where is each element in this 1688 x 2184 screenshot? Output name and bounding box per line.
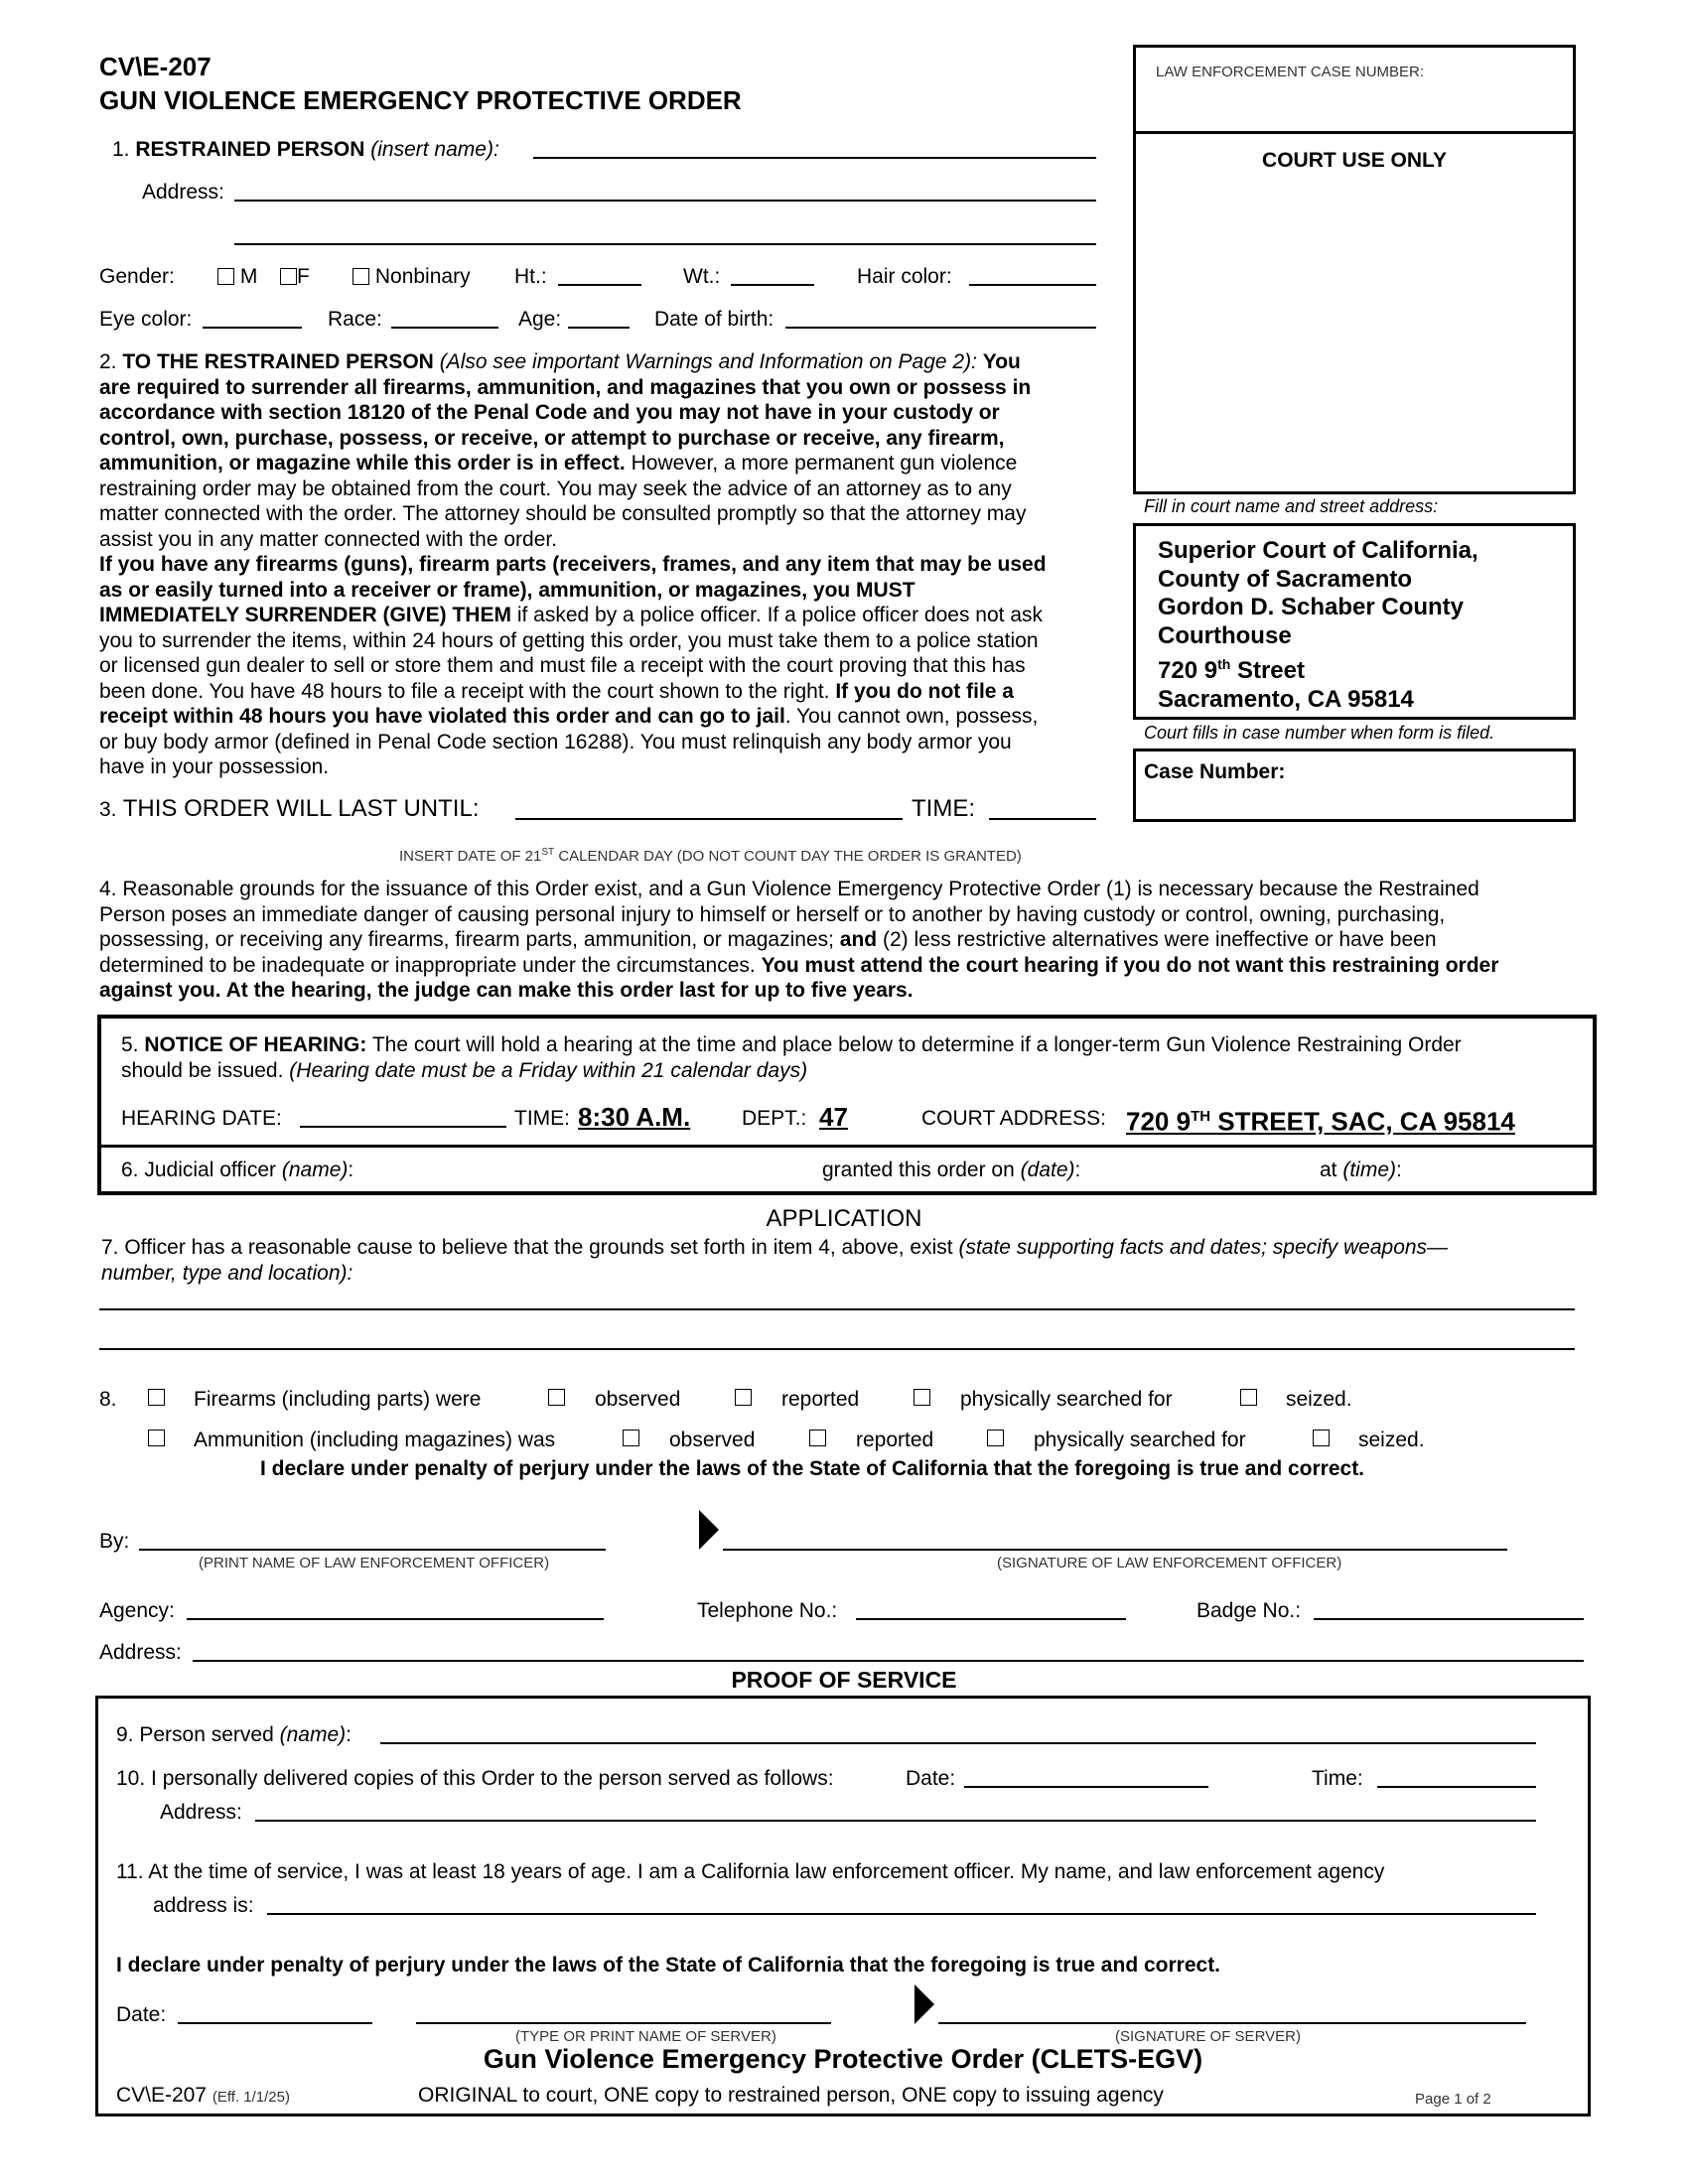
- hair-line[interactable]: [969, 284, 1096, 286]
- item6-colon2: :: [1074, 1159, 1081, 1181]
- item2-line: you to surrender the items, within 24 hours of getting this order, you must take them to a police station: [99, 628, 1039, 652]
- court-address-line-3: Gordon D. Schaber County: [1158, 594, 1465, 620]
- gender-option-f[interactable]: [280, 264, 310, 289]
- checkbox[interactable]: [809, 1430, 826, 1446]
- item8-num: 8.: [99, 1388, 117, 1411]
- court-address-value-sup: TH: [1191, 1108, 1211, 1125]
- hearing-date-line[interactable]: [300, 1126, 506, 1128]
- footer-page: Page 1 of 2: [1415, 2091, 1491, 2108]
- item6-time-italic: (time): [1342, 1159, 1397, 1181]
- item6-date-italic: (date): [1020, 1159, 1075, 1181]
- proof-date-line[interactable]: [178, 2022, 372, 2024]
- item2-line: IMMEDIATELY SURRENDER (GIVE) THEM if asked by a police officer. If a police officer does not ask: [99, 604, 1044, 626]
- hair-label: Hair color:: [857, 265, 952, 288]
- footer-eff-date: (Eff. 1/1/25): [211, 2089, 290, 2106]
- item2-line: or licensed gun dealer to sell or store them and must file a receipt with the court proving that this has: [99, 654, 1026, 677]
- ammo-observed-label: observed: [669, 1429, 756, 1451]
- checkbox[interactable]: [623, 1430, 639, 1446]
- firearms-observed[interactable]: [548, 1385, 565, 1410]
- case-number-box[interactable]: [1133, 749, 1576, 822]
- item4-line: possessing, or receiving any firearms, firearm parts, ammunition, or magazines; and (2) less restrictive alternatives were ineffective or have been: [99, 928, 1437, 951]
- item9-text: 9. Person served: [116, 1723, 274, 1746]
- ammo-reported-label: reported: [856, 1429, 934, 1451]
- item2-line: been done. You have 48 hours to file a receipt with the court shown to the right. If you do not file a: [99, 679, 1014, 703]
- court-address-line-5: [1158, 650, 1478, 686]
- court-use-only-label: COURT USE ONLY: [1262, 149, 1447, 172]
- weight-line[interactable]: [731, 284, 814, 286]
- footer-form-number: CV\E-207: [116, 2084, 208, 2107]
- age-line[interactable]: [568, 327, 630, 329]
- agency-label: Agency:: [99, 1599, 175, 1622]
- item4-paragraph: [99, 877, 1589, 1004]
- court-street-word: Street: [1236, 657, 1305, 684]
- item7-answer-line-2[interactable]: [99, 1348, 1575, 1350]
- checkbox[interactable]: [1240, 1389, 1257, 1406]
- checkbox[interactable]: [280, 268, 297, 285]
- item3-note-pre: INSERT DATE OF 21: [399, 848, 542, 865]
- item1-address-label: Address:: [142, 181, 224, 204]
- officer-print-name-caption: (PRINT NAME OF LAW ENFORCEMENT OFFICER): [199, 1555, 550, 1571]
- item5-plain: should be issued.: [121, 1059, 290, 1082]
- ammo-observed[interactable]: [623, 1426, 639, 1450]
- hearing-date-label: HEARING DATE:: [121, 1107, 282, 1130]
- item5-6-divider: [101, 1145, 1593, 1148]
- race-label: Race:: [328, 308, 382, 331]
- court-address-line-1: Superior Court of California,: [1158, 537, 1478, 564]
- checkbox[interactable]: [1313, 1430, 1330, 1446]
- item5-bold: NOTICE OF HEARING:: [144, 1033, 367, 1056]
- item3-time-label: TIME:: [912, 795, 975, 822]
- court-address-box: [1133, 523, 1576, 720]
- case-fill-note: Court fills in case number when form is filed.: [1144, 723, 1495, 743]
- ammo-searched[interactable]: [987, 1426, 1004, 1450]
- item5-italic: (Hearing date must be a Friday within 21 calendar days): [289, 1059, 808, 1082]
- item9-label: 9. Person served (name):: [116, 1723, 352, 1746]
- court-address-value-pre: 720 9: [1126, 1106, 1192, 1137]
- footer-title: Gun Violence Emergency Protective Order (CLETS-EGV): [483, 2044, 1203, 2074]
- race-line[interactable]: [391, 327, 498, 329]
- firearms-reported[interactable]: [735, 1385, 752, 1410]
- by-label: By:: [99, 1530, 130, 1553]
- application-declaration: I declare under penalty of perjury under the laws of the State of California that the foregoing is true and correct.: [260, 1457, 1365, 1480]
- checkbox[interactable]: [352, 268, 369, 285]
- proof-heading: PROOF OF SERVICE: [731, 1667, 957, 1693]
- item2-line: assist you in any matter connected with the order.: [99, 527, 558, 551]
- proof-of-service-box: [95, 1696, 1591, 2116]
- item5-line1: [121, 1032, 1462, 1057]
- firearms-label: Firearms (including parts) were: [194, 1388, 482, 1411]
- server-signature-arrow-icon: [914, 1984, 934, 2024]
- checkbox[interactable]: [914, 1389, 930, 1406]
- ammo-searched-label: physically searched for: [1034, 1429, 1246, 1451]
- badge-line[interactable]: [1314, 1618, 1584, 1620]
- item2-paragraph: [99, 349, 1122, 780]
- item6-at: [1320, 1158, 1402, 1182]
- weight-label: Wt.:: [683, 265, 721, 288]
- height-label: Ht.:: [514, 265, 547, 288]
- ammo-seized-label: seized.: [1358, 1429, 1425, 1451]
- item9-italic: (name): [279, 1723, 347, 1746]
- item2-line: If you have any firearms (guns), firearm parts (receivers, frames, and any item that may be used: [99, 553, 1047, 576]
- item2-line: restraining order may be obtained from the court. You may seek the advice of an attorney as to any: [99, 477, 1012, 500]
- form-number: CV\E-207: [99, 52, 211, 81]
- court-address-value: [1126, 1102, 1515, 1137]
- proof-date-label: Date:: [116, 2003, 167, 2026]
- firearms-row: [148, 1385, 165, 1410]
- item10-address-label: Address:: [160, 1801, 242, 1824]
- gender-m-label: M: [239, 265, 258, 288]
- dept-value: 47: [819, 1102, 848, 1132]
- item6-at-label: at: [1320, 1159, 1337, 1181]
- person-served-line[interactable]: [380, 1742, 1536, 1744]
- item10-time-label: Time:: [1312, 1767, 1363, 1790]
- fill-court-note: Fill in court name and street address:: [1144, 496, 1439, 516]
- item2-line: control, own, purchase, possess, or receive, or attempt to purchase or receive, any firearm,: [99, 426, 1005, 450]
- officer-agency-address-line[interactable]: [267, 1913, 1536, 1915]
- ammo-seized[interactable]: [1313, 1426, 1330, 1450]
- firearms-seized[interactable]: [1240, 1385, 1257, 1410]
- item2-line: accordance with section 18120 of the Penal Code and you may not have in your custody or: [99, 401, 1000, 424]
- item2-line: have in your possession.: [99, 755, 330, 778]
- server-signature-caption: (SIGNATURE OF SERVER): [1115, 2028, 1301, 2045]
- item1-italic: (insert name):: [370, 138, 499, 161]
- hearing-time-label: TIME:: [514, 1107, 570, 1130]
- court-street-sup: th: [1217, 656, 1231, 672]
- court-address-line-2: County of Sacramento: [1158, 565, 1413, 593]
- checkbox[interactable]: [735, 1389, 752, 1406]
- item7-line2: number, type and location):: [101, 1262, 353, 1285]
- checkbox[interactable]: [987, 1430, 1004, 1446]
- item11-line1: 11. At the time of service, I was at least 18 years of age. I am a California law enforcement officer. My name, and law enforcement agency: [116, 1860, 1385, 1883]
- gender-f-label: F: [297, 265, 310, 288]
- firearms-observed-label: observed: [595, 1388, 681, 1411]
- item5-rest: The court will hold a hearing at the time and place below to determine if a longer-term Gun Violence Restraining Order: [366, 1033, 1462, 1056]
- item3-text: THIS ORDER WILL LAST UNTIL:: [122, 795, 480, 822]
- firearms-checkbox[interactable]: [148, 1389, 165, 1406]
- item7-text: 7. Officer has a reasonable cause to believe that the grounds set forth in item 4, above, exist: [101, 1236, 959, 1259]
- dob-label: Date of birth:: [654, 308, 774, 331]
- court-address-line-4: Courthouse: [1158, 621, 1292, 649]
- item6-colon3: :: [1396, 1159, 1402, 1181]
- item2-line: as or easily turned into a receiver or frame), ammunition, or magazines, you MUST: [99, 578, 915, 602]
- item2-line: receipt within 48 hours you have violated this order and can go to jail. You cannot own, possess,: [99, 705, 1039, 728]
- restrained-name-line[interactable]: [533, 157, 1096, 159]
- telephone-line[interactable]: [856, 1618, 1126, 1620]
- ammunition-checkbox[interactable]: [148, 1430, 165, 1446]
- item4-line: against you. At the hearing, the judge can make this order last for up to five years.: [99, 979, 914, 1002]
- ammunition-row: [148, 1426, 165, 1450]
- dob-line[interactable]: [785, 327, 1096, 329]
- badge-label: Badge No.:: [1196, 1599, 1302, 1622]
- age-label: Age:: [518, 308, 562, 331]
- item6-label: 6. Judicial officer: [121, 1159, 277, 1181]
- le-case-number-box[interactable]: [1133, 45, 1576, 134]
- item5-num: 5.: [121, 1033, 139, 1056]
- item3-note-sup: ST: [541, 847, 555, 858]
- item4-line: determined to be inadequate or inappropriate under the circumstances. You must attend the court hearing if you do not want this restraining order: [99, 953, 1499, 977]
- item3-label: [99, 795, 479, 824]
- hearing-time-value: 8:30 A.M.: [578, 1102, 691, 1132]
- service-address-line[interactable]: [255, 1820, 1536, 1822]
- item3-note-post: CALENDAR DAY (DO NOT COUNT DAY THE ORDER IS GRANTED): [554, 848, 1022, 865]
- court-address-value-post: STREET, SAC, CA 95814: [1210, 1106, 1515, 1137]
- ammunition-label: Ammunition (including magazines) was: [194, 1429, 556, 1451]
- item1-num: 1.: [112, 138, 130, 161]
- item3-num: 3.: [99, 798, 117, 821]
- firearms-seized-label: seized.: [1286, 1388, 1352, 1411]
- officer-address-line[interactable]: [193, 1660, 1584, 1662]
- footer-form-id: [116, 2083, 290, 2110]
- item2-line: or buy body armor (defined in Penal Code section 16288). You must relinquish any body armor you: [99, 730, 1012, 753]
- item11-line2: address is:: [153, 1894, 254, 1917]
- gender-label: Gender:: [99, 265, 175, 288]
- item7-line1: [101, 1235, 1448, 1260]
- dept-label: DEPT.:: [742, 1107, 807, 1130]
- item6-colon: :: [348, 1159, 354, 1181]
- item4-line: 4. Reasonable grounds for the issuance of this Order exist, and a Gun Violence Emergency Protective Order (1) is necessary because the Restrained: [99, 878, 1479, 900]
- item3-note: [399, 840, 1022, 869]
- eye-line[interactable]: [203, 327, 302, 329]
- restrained-address-line-1[interactable]: [234, 200, 1096, 202]
- item4-line: Person poses an immediate danger of causing personal injury to himself or herself or to another by having custody or control, owning, purchasing,: [99, 902, 1446, 926]
- checkbox[interactable]: [217, 268, 234, 285]
- service-date-line[interactable]: [964, 1786, 1208, 1788]
- item6-granted-label: granted this order on: [822, 1159, 1015, 1181]
- gender-option-nonbinary[interactable]: [352, 264, 471, 289]
- height-line[interactable]: [558, 284, 641, 286]
- restrained-address-line-2[interactable]: [234, 243, 1096, 245]
- service-time-line[interactable]: [1377, 1786, 1536, 1788]
- item6-name-italic: (name): [281, 1159, 349, 1181]
- gender-option-m[interactable]: [217, 264, 257, 289]
- checkbox[interactable]: [548, 1389, 565, 1406]
- item6-judicial-officer: [121, 1158, 353, 1182]
- form-title: GUN VIOLENCE EMERGENCY PROTECTIVE ORDER: [99, 85, 742, 115]
- court-address-line-6: Sacramento, CA 95814: [1158, 685, 1414, 713]
- eye-label: Eye color:: [99, 308, 193, 331]
- item2-line: 2. TO THE RESTRAINED PERSON (Also see important Warnings and Information on Page 2): You: [99, 350, 1021, 373]
- firearms-searched-label: physically searched for: [960, 1388, 1173, 1411]
- court-address-lines: [1158, 537, 1478, 714]
- gender-nonbinary-label: Nonbinary: [374, 265, 471, 288]
- item10-date-label: Date:: [906, 1767, 956, 1790]
- court-use-only-box: [1133, 131, 1576, 494]
- officer-signature-caption: (SIGNATURE OF LAW ENFORCEMENT OFFICER): [997, 1555, 1342, 1571]
- signature-arrow-icon: [699, 1510, 719, 1550]
- le-case-number-label: LAW ENFORCEMENT CASE NUMBER:: [1156, 64, 1425, 80]
- order-time-line[interactable]: [989, 818, 1096, 820]
- order-last-until-line[interactable]: [515, 818, 903, 820]
- item10-label: 10. I personally delivered copies of this Order to the person served as follows:: [116, 1767, 834, 1790]
- court-address-label: COURT ADDRESS:: [921, 1107, 1106, 1130]
- case-number-label: Case Number:: [1144, 760, 1286, 783]
- agency-line[interactable]: [187, 1618, 604, 1620]
- application-heading: APPLICATION: [766, 1205, 922, 1232]
- item1-label: [112, 137, 499, 162]
- firearms-reported-label: reported: [781, 1388, 860, 1411]
- item1-bold: RESTRAINED PERSON: [135, 138, 365, 161]
- proof-declaration: I declare under penalty of perjury under the laws of the State of California that the foregoing is true and correct.: [116, 1954, 1221, 1977]
- item2-line: are required to surrender all firearms, ammunition, and magazines that you own or possess in: [99, 375, 1032, 399]
- item2-line: ammunition, or magazine while this order is in effect. However, a more permanent gun violence: [99, 452, 1018, 475]
- server-name-caption: (TYPE OR PRINT NAME OF SERVER): [515, 2028, 776, 2045]
- court-street-number: 720 9: [1158, 657, 1218, 684]
- hearing-notice-box: [97, 1015, 1597, 1195]
- item7-answer-line-1[interactable]: [99, 1308, 1575, 1310]
- item5-line2: [121, 1058, 807, 1083]
- ammo-reported[interactable]: [809, 1426, 826, 1450]
- officer-address-label: Address:: [99, 1641, 182, 1664]
- item6-granted: [822, 1158, 1080, 1182]
- telephone-label: Telephone No.:: [697, 1599, 838, 1622]
- item2-line: matter connected with the order. The attorney should be consulted promptly so that the attorney may: [99, 502, 1027, 525]
- item7-italic: (state supporting facts and dates; specify weapons—: [958, 1236, 1449, 1259]
- footer-copies: ORIGINAL to court, ONE copy to restrained person, ONE copy to issuing agency: [418, 2084, 1164, 2107]
- firearms-searched[interactable]: [914, 1385, 930, 1410]
